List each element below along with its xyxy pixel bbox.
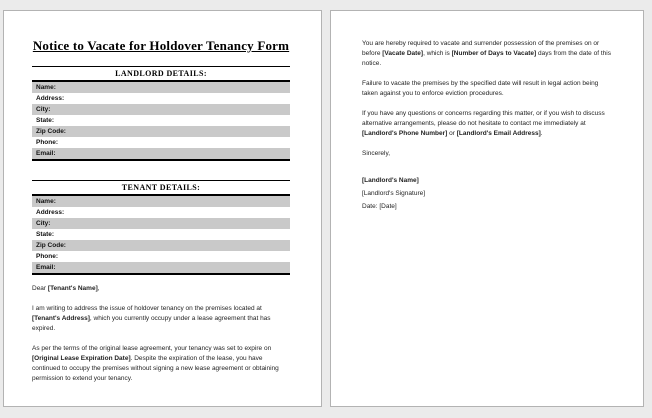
document-title: Notice to Vacate for Holdover Tenancy Form bbox=[32, 38, 290, 53]
tenant-details-rows bbox=[32, 196, 290, 273]
field-label: Phone: bbox=[36, 253, 59, 260]
body-paragraph-2: As per the terms of the original lease agreement, your tenancy was set to expire on [Original Lease Expiration Date]. Despite the expiration of the lease, you have continued to occupy the premises without signing a new lease agreement or obtaining permission to extend your tenancy. bbox=[32, 345, 279, 382]
field-row-tenant-name[interactable] bbox=[32, 196, 290, 207]
field-row-landlord-state[interactable] bbox=[32, 115, 290, 126]
field-row-tenant-state[interactable] bbox=[32, 229, 290, 240]
page-2 bbox=[330, 10, 644, 407]
field-row-tenant-zip[interactable] bbox=[32, 240, 290, 251]
date-line: Date: [Date] bbox=[362, 203, 397, 210]
signature-line: [Landlord's Signature] bbox=[362, 190, 426, 197]
signature-name: [Landlord's Name] bbox=[362, 177, 419, 184]
field-row-tenant-email[interactable] bbox=[32, 262, 290, 273]
field-row-landlord-phone[interactable] bbox=[32, 137, 290, 148]
field-row-landlord-name[interactable] bbox=[32, 82, 290, 93]
tenant-details-header: TENANT DETAILS: bbox=[32, 181, 290, 196]
field-label: Email: bbox=[36, 264, 56, 271]
body-paragraph-5: If you have any questions or concerns regarding this matter, or if you wish to discuss alternative arrangements, please do not hesitate to contact me immediately at [Landlord's Phone Number] or [Landlord's Email Address]. bbox=[362, 110, 605, 137]
field-label: City: bbox=[36, 220, 51, 227]
salutation-paragraph: Dear [Tenant's Name], bbox=[32, 285, 100, 292]
field-label: State: bbox=[36, 117, 55, 124]
body-paragraph-3: You are hereby required to vacate and surrender possession of the premises on or before [Vacate Date], which is [Number of Days to Vacate] days from the date of this notice. bbox=[362, 40, 611, 67]
page-1 bbox=[3, 10, 322, 407]
field-row-tenant-phone[interactable] bbox=[32, 251, 290, 262]
closing-line: Sincerely, bbox=[362, 150, 391, 157]
field-label: Name: bbox=[36, 198, 56, 205]
landlord-details-rows bbox=[32, 82, 290, 159]
field-label: City: bbox=[36, 106, 51, 113]
field-row-landlord-zip[interactable] bbox=[32, 126, 290, 137]
field-row-landlord-city[interactable] bbox=[32, 104, 290, 115]
body-paragraph-4: Failure to vacate the premises by the specified date will result in legal action being taken against you to enforce eviction procedures. bbox=[362, 80, 599, 97]
tenant-details-table bbox=[32, 180, 290, 275]
landlord-details-header: LANDLORD DETAILS: bbox=[32, 67, 290, 82]
field-label: Zip Code: bbox=[36, 128, 66, 135]
field-label: Phone: bbox=[36, 139, 59, 146]
field-row-tenant-address[interactable] bbox=[32, 207, 290, 218]
landlord-details-table bbox=[32, 66, 290, 161]
field-label: Name: bbox=[36, 84, 56, 91]
field-label: State: bbox=[36, 231, 55, 238]
field-row-landlord-email[interactable] bbox=[32, 148, 290, 159]
field-row-landlord-address[interactable] bbox=[32, 93, 290, 104]
field-label: Address: bbox=[36, 95, 65, 102]
field-label: Email: bbox=[36, 150, 56, 157]
body-paragraph-1: I am writing to address the issue of holdover tenancy on the premises located at [Tenant's Address], which you currently occupy under a lease agreement that has expired. bbox=[32, 305, 271, 332]
field-label: Address: bbox=[36, 209, 65, 216]
field-label: Zip Code: bbox=[36, 242, 66, 249]
field-row-tenant-city[interactable] bbox=[32, 218, 290, 229]
